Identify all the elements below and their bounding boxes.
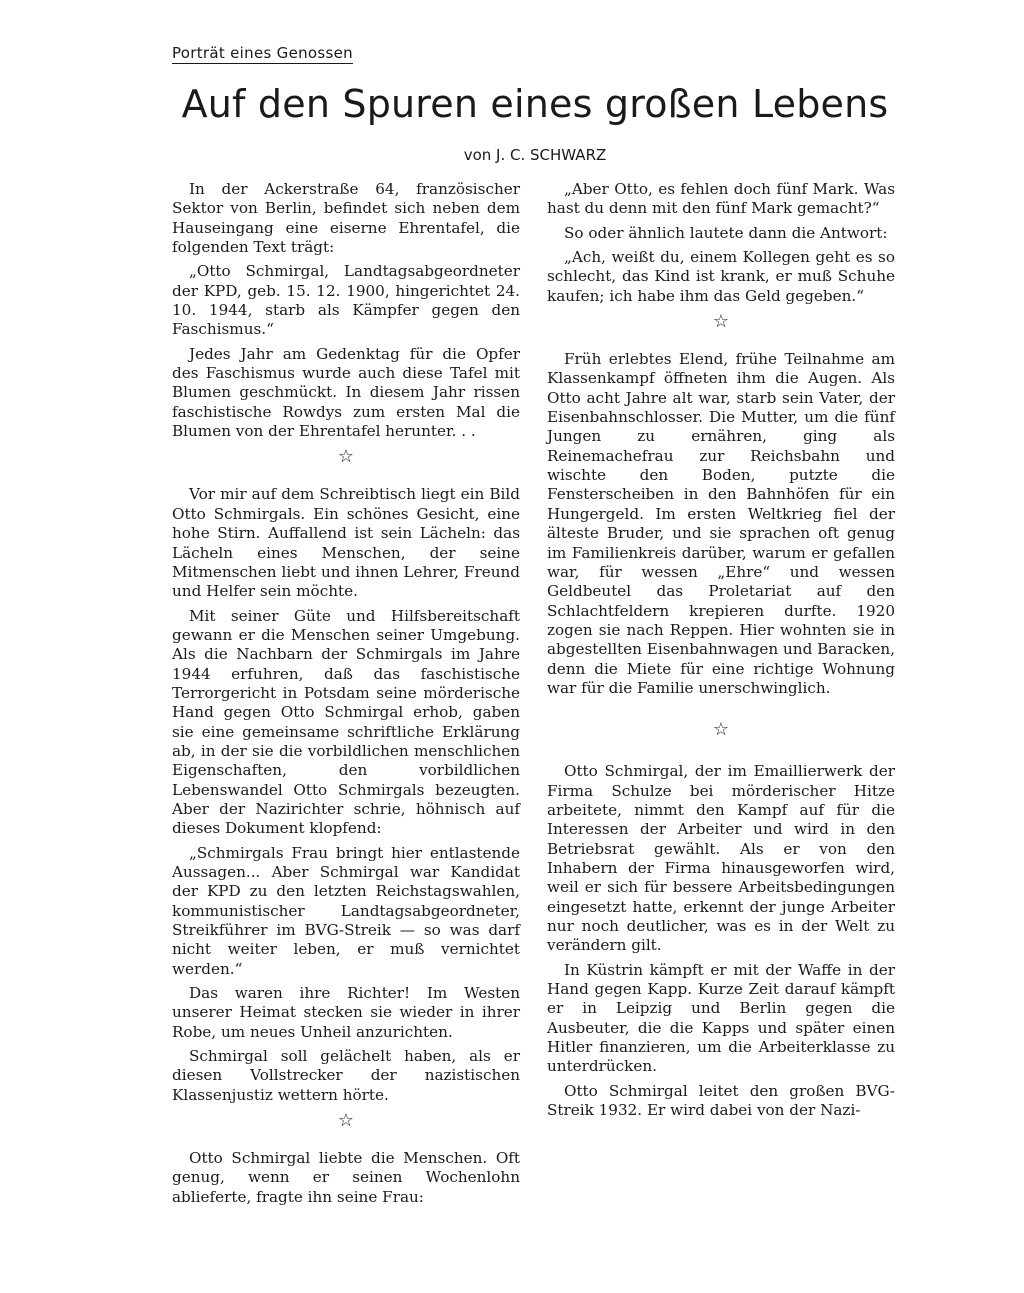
- paragraph: Mit seiner Güte und Hilfsbereitschaft gewann er die Menschen seiner Umgebung. Als die Nachbarn der Schmirgals im Jahre 1944 erfuhren, daß das faschistische Terrorgericht in Potsdam seine mörderische Hand gegen Otto Schmirgal erhob, gaben sie eine gemeinsame schriftliche Erklärung ab, in der sie die vorbildlichen menschlichen Eigenschaften, den vorbildlichen Lebenswandel Otto Schmirgals bezeugten. Aber der Nazirichter schrie, höhnisch auf dieses Dokument klopfend:: [172, 606, 520, 838]
- article-title: Auf den Spuren eines großen Lebens: [181, 82, 889, 126]
- right-column: [547, 180, 895, 1125]
- section-divider-star-icon: ☆: [337, 1110, 355, 1132]
- memorial-inscription-quote: „Otto Schmirgal, Landtagsabgeordneter der KPD, geb. 15. 12. 1900, hingerichtet 24. 10. 1944, starb als Kämpfer gegen den Faschismus.“: [172, 262, 520, 339]
- paragraph: Früh erlebtes Elend, frühe Teilnahme am Klassenkampf öffneten ihm die Augen. Als Otto acht Jahre alt war, starb sein Vater, der Eisenbahnschlosser. Die Mutter, um die fünf Jungen zu ernähren, ging als Reinemachefrau zur Reichsbahn und wischte den Boden, putzte die Fensterscheiben in den Bahnhöfen für ein Hungergeld. Im ersten Weltkrieg fiel der älteste Bruder, und sie sprachen oft genug im Familienkreis darüber, warum er gefallen war, für wessen „Ehre“ und wessen Geldbeutel das Proletariat auf den Schlachtfeldern krepieren durfte. 1920 zogen sie nach Reppen. Hier wohnten sie in abgestellten Eisenbahnwagen und Baracken, denn die Miete für eine richtige Wohnung war für die Familie unerschwinglich.: [547, 350, 895, 697]
- paragraph: In der Ackerstraße 64, französischer Sektor von Berlin, befindet sich neben dem Hauseingang eine eiserne Ehrentafel, die folgenden Text trägt:: [172, 180, 520, 257]
- paragraph: Jedes Jahr am Gedenktag für die Opfer des Faschismus wurde auch diese Tafel mit Blumen geschmückt. In diesem Jahr rissen faschistische Rowdys zum ersten Mal die Blumen von der Ehrentafel herunter. . .: [172, 344, 520, 441]
- paragraph: Otto Schmirgal liebte die Menschen. Oft genug, wenn er seinen Wochenlohn ablieferte, fragte ihn seine Frau:: [172, 1149, 520, 1206]
- article-byline: von J. C. SCHWARZ: [463, 146, 607, 164]
- section-divider-star-icon: ☆: [712, 311, 730, 333]
- paragraph: Das waren ihre Richter! Im Westen unserer Heimat stecken sie wieder in ihrer Robe, um neues Unheil anzurichten.: [172, 984, 520, 1041]
- paragraph: In Küstrin kämpft er mit der Waffe in der Hand gegen Kapp. Kurze Zeit darauf kämpft er in Leipzig und Berlin gegen die Ausbeuter, die die Kapps und später einen Hitler finanzieren, um die Arbeiterklasse zu unterdrücken.: [547, 960, 895, 1076]
- paragraph: Otto Schmirgal, der im Emaillierwerk der Firma Schulze bei mörderischer Hitze arbeitete, nimmt den Kampf auf für die Interessen der Arbeiter und wird in den Betriebsrat gewählt. Als er von den Inhabern der Firma hinausgeworfen wird, weil er sich für bessere Arbeitsbedingungen eingesetzt hatte, erkennt der junge Arbeiter nur noch deutlicher, was es in der Welt zu verändern gilt.: [547, 762, 895, 955]
- paragraph: Schmirgal soll gelächelt haben, als er diesen Vollstrecker der nazistischen Klassenjustiz wettern hörte.: [172, 1047, 520, 1104]
- otto-quote: „Ach, weißt du, einem Kollegen geht es so schlecht, das Kind ist krank, er muß Schuhe kaufen; ich habe ihm das Geld gegeben.“: [547, 248, 895, 305]
- paragraph: Vor mir auf dem Schreibtisch liegt ein Bild Otto Schmirgals. Ein schönes Gesicht, eine hohe Stirn. Auffallend ist sein Lächeln: das Lächeln eines Menschen, der seine Mitmenschen liebt und ihnen Lehrer, Freund und Helfer sein möchte.: [172, 485, 520, 601]
- wife-quote: „Aber Otto, es fehlen doch fünf Mark. Was hast du denn mit den fünf Mark gemacht?“: [547, 180, 895, 218]
- section-divider-star-icon: ☆: [337, 446, 355, 468]
- section-label: Porträt eines Genossen: [172, 44, 353, 62]
- section-divider-star-icon: ☆: [712, 719, 730, 741]
- paragraph: So oder ähnlich lautete dann die Antwort:: [564, 223, 888, 242]
- paragraph: Otto Schmirgal leitet den großen BVG-Streik 1932. Er wird dabei von der Nazi-: [547, 1081, 895, 1120]
- left-column: [172, 180, 520, 1212]
- judge-quote: „Schmirgals Frau bringt hier entlastende Aussagen... Aber Schmirgal war Kandidat der KPD zu den letzten Reichstagswahlen, kommunistischer Landtagsabgeordneter, Streikführer im BVG-Streik — so was darf nicht weiter leben, er muß vernichtet werden.“: [172, 843, 520, 978]
